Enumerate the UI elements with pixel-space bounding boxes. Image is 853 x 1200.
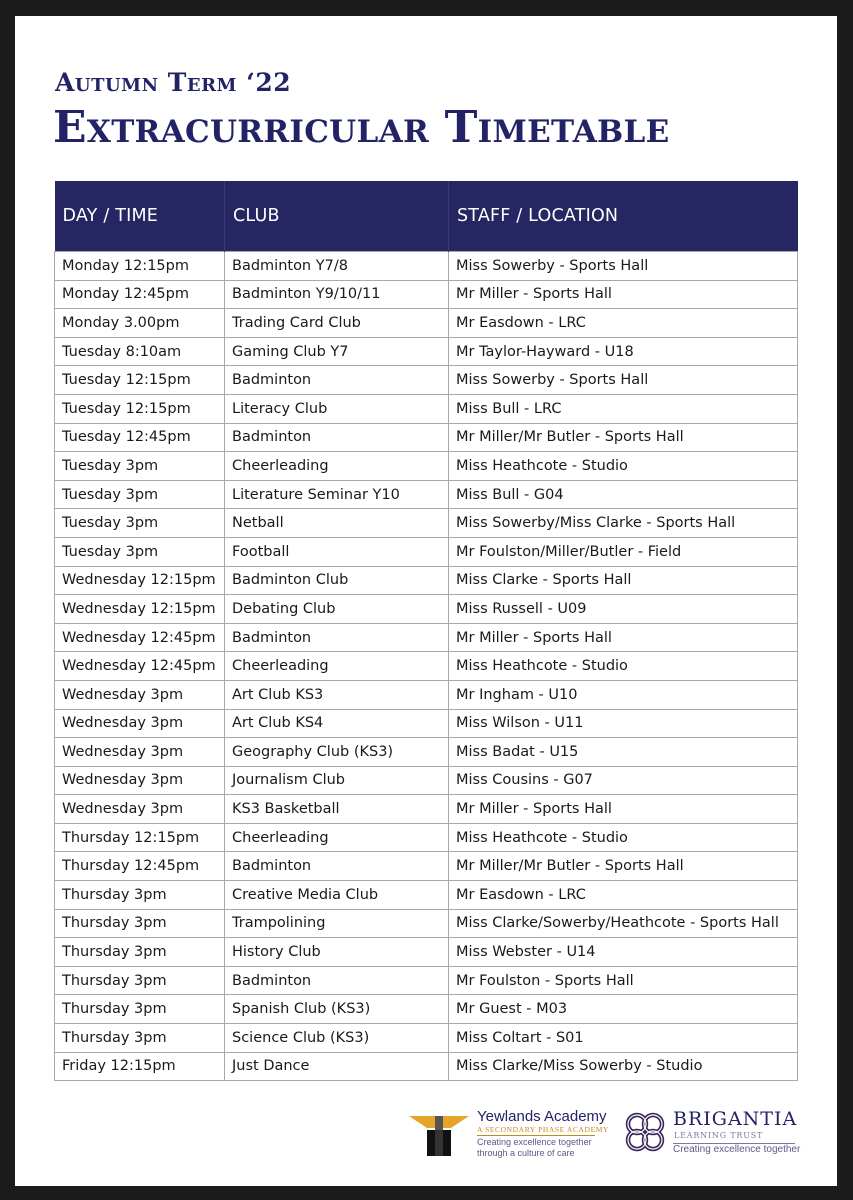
row-club: Literacy Club <box>225 394 449 423</box>
row-staff-location: Mr Miller/Mr Butler - Sports Hall <box>449 852 798 881</box>
row-day-time: Thursday 3pm <box>55 938 225 967</box>
table-row <box>55 423 798 452</box>
row-club: Science Club (KS3) <box>225 1024 449 1053</box>
table-row <box>55 1052 798 1081</box>
table-row <box>55 595 798 624</box>
row-day-time: Thursday 3pm <box>55 909 225 938</box>
row-club: Literature Seminar Y10 <box>225 480 449 509</box>
row-day-time: Friday 12:15pm <box>55 1052 225 1081</box>
table-row <box>55 452 798 481</box>
row-club: Badminton Y7/8 <box>225 252 449 281</box>
row-day-time: Monday 12:15pm <box>55 252 225 281</box>
row-day-time: Wednesday 3pm <box>55 766 225 795</box>
table-row <box>55 938 798 967</box>
table-row <box>55 1024 798 1053</box>
row-day-time: Tuesday 12:45pm <box>55 423 225 452</box>
row-day-time: Tuesday 8:10am <box>55 337 225 366</box>
row-club: History Club <box>225 938 449 967</box>
row-club: Badminton <box>225 852 449 881</box>
row-day-time: Thursday 12:15pm <box>55 823 225 852</box>
table-row <box>55 509 798 538</box>
row-day-time: Wednesday 3pm <box>55 795 225 824</box>
row-day-time: Wednesday 3pm <box>55 680 225 709</box>
row-club: Art Club KS4 <box>225 709 449 738</box>
row-day-time: Wednesday 3pm <box>55 709 225 738</box>
row-club: Trampolining <box>225 909 449 938</box>
row-day-time: Tuesday 3pm <box>55 452 225 481</box>
row-club: Badminton <box>225 423 449 452</box>
table-row <box>55 909 798 938</box>
row-day-time: Wednesday 12:15pm <box>55 566 225 595</box>
table-row <box>55 394 798 423</box>
row-staff-location: Miss Clarke/Miss Sowerby - Studio <box>449 1052 798 1081</box>
row-day-time: Tuesday 12:15pm <box>55 394 225 423</box>
row-club: Cheerleading <box>225 823 449 852</box>
table-row <box>55 766 798 795</box>
row-club: Football <box>225 537 449 566</box>
row-day-time: Thursday 12:45pm <box>55 852 225 881</box>
table-row <box>55 738 798 767</box>
row-club: Badminton <box>225 966 449 995</box>
row-club: Art Club KS3 <box>225 680 449 709</box>
row-staff-location: Miss Clarke/Sowerby/Heathcote - Sports Hall <box>449 909 798 938</box>
table-row <box>55 680 798 709</box>
row-club: Badminton Y9/10/11 <box>225 280 449 309</box>
row-staff-location: Miss Russell - U09 <box>449 595 798 624</box>
table-row <box>55 366 798 395</box>
row-day-time: Wednesday 12:45pm <box>55 623 225 652</box>
row-day-time: Tuesday 12:15pm <box>55 366 225 395</box>
header-staff-location: STAFF / LOCATION <box>449 181 798 252</box>
row-staff-location: Mr Easdown - LRC <box>449 881 798 910</box>
row-day-time: Wednesday 12:15pm <box>55 595 225 624</box>
table-row <box>55 337 798 366</box>
table-row <box>55 995 798 1024</box>
table-row <box>55 966 798 995</box>
row-staff-location: Miss Coltart - S01 <box>449 1024 798 1053</box>
row-day-time: Wednesday 12:45pm <box>55 652 225 681</box>
timetable-sheet <box>15 16 837 1186</box>
row-staff-location: Mr Taylor-Hayward - U18 <box>449 337 798 366</box>
row-club: Debating Club <box>225 595 449 624</box>
row-day-time: Thursday 3pm <box>55 881 225 910</box>
row-staff-location: Mr Guest - M03 <box>449 995 798 1024</box>
yewlands-divider <box>477 1135 595 1136</box>
brigantia-divider <box>673 1143 795 1144</box>
brigantia-knot-icon <box>621 1108 669 1156</box>
table-row <box>55 823 798 852</box>
row-staff-location: Mr Miller - Sports Hall <box>449 623 798 652</box>
row-staff-location: Mr Foulston - Sports Hall <box>449 966 798 995</box>
row-staff-location: Mr Miller/Mr Butler - Sports Hall <box>449 423 798 452</box>
table-row <box>55 623 798 652</box>
row-day-time: Monday 12:45pm <box>55 280 225 309</box>
row-day-time: Monday 3.00pm <box>55 309 225 338</box>
term-subtitle: Autumn Term ‘22 <box>55 68 292 97</box>
row-day-time: Wednesday 3pm <box>55 738 225 767</box>
brigantia-subtitle: LEARNING TRUST <box>674 1131 764 1140</box>
row-club: Badminton <box>225 623 449 652</box>
header-club: CLUB <box>225 181 449 252</box>
row-staff-location: Miss Heathcote - Studio <box>449 823 798 852</box>
row-staff-location: Mr Miller - Sports Hall <box>449 795 798 824</box>
row-club: Trading Card Club <box>225 309 449 338</box>
row-staff-location: Miss Heathcote - Studio <box>449 452 798 481</box>
table-row <box>55 480 798 509</box>
row-staff-location: Miss Cousins - G07 <box>449 766 798 795</box>
row-staff-location: Miss Webster - U14 <box>449 938 798 967</box>
row-staff-location: Mr Foulston/Miller/Butler - Field <box>449 537 798 566</box>
header-day-time: DAY / TIME <box>55 181 225 252</box>
row-club: Cheerleading <box>225 652 449 681</box>
row-staff-location: Miss Sowerby - Sports Hall <box>449 252 798 281</box>
brigantia-name: BRIGANTIA <box>673 1108 798 1130</box>
row-club: Badminton Club <box>225 566 449 595</box>
table-row <box>55 709 798 738</box>
row-club: Netball <box>225 509 449 538</box>
yewlands-logo-icon <box>407 1110 471 1158</box>
row-day-time: Tuesday 3pm <box>55 509 225 538</box>
row-staff-location: Miss Wilson - U11 <box>449 709 798 738</box>
table-row <box>55 566 798 595</box>
row-staff-location: Mr Ingham - U10 <box>449 680 798 709</box>
row-club: Journalism Club <box>225 766 449 795</box>
table-body <box>55 252 798 1081</box>
row-day-time: Thursday 3pm <box>55 966 225 995</box>
row-staff-location: Miss Sowerby - Sports Hall <box>449 366 798 395</box>
table-row <box>55 652 798 681</box>
row-staff-location: Mr Miller - Sports Hall <box>449 280 798 309</box>
table-header-row <box>55 181 798 252</box>
table-row <box>55 881 798 910</box>
table-row <box>55 795 798 824</box>
yewlands-subtitle: A SECONDARY PHASE ACADEMY <box>477 1125 610 1134</box>
table-row <box>55 852 798 881</box>
row-club: KS3 Basketball <box>225 795 449 824</box>
brigantia-tagline: Creating excellence together <box>673 1144 801 1155</box>
table-row <box>55 309 798 338</box>
row-day-time: Thursday 3pm <box>55 995 225 1024</box>
row-club: Badminton <box>225 366 449 395</box>
row-club: Gaming Club Y7 <box>225 337 449 366</box>
table-row <box>55 537 798 566</box>
table-row <box>55 280 798 309</box>
row-day-time: Tuesday 3pm <box>55 537 225 566</box>
row-day-time: Thursday 3pm <box>55 1024 225 1053</box>
timetable-table <box>54 181 798 1081</box>
row-staff-location: Mr Easdown - LRC <box>449 309 798 338</box>
row-day-time: Tuesday 3pm <box>55 480 225 509</box>
page-title: Extracurricular Timetable <box>53 102 670 153</box>
row-club: Spanish Club (KS3) <box>225 995 449 1024</box>
row-staff-location: Miss Bull - G04 <box>449 480 798 509</box>
row-club: Cheerleading <box>225 452 449 481</box>
table-row <box>55 252 798 281</box>
yewlands-tagline: Creating excellence together through a culture of care <box>477 1137 592 1158</box>
row-club: Creative Media Club <box>225 881 449 910</box>
row-club: Just Dance <box>225 1052 449 1081</box>
yewlands-name: Yewlands Academy <box>477 1108 607 1125</box>
row-staff-location: Miss Clarke - Sports Hall <box>449 566 798 595</box>
row-staff-location: Miss Sowerby/Miss Clarke - Sports Hall <box>449 509 798 538</box>
row-staff-location: Miss Badat - U15 <box>449 738 798 767</box>
row-club: Geography Club (KS3) <box>225 738 449 767</box>
row-staff-location: Miss Heathcote - Studio <box>449 652 798 681</box>
row-staff-location: Miss Bull - LRC <box>449 394 798 423</box>
